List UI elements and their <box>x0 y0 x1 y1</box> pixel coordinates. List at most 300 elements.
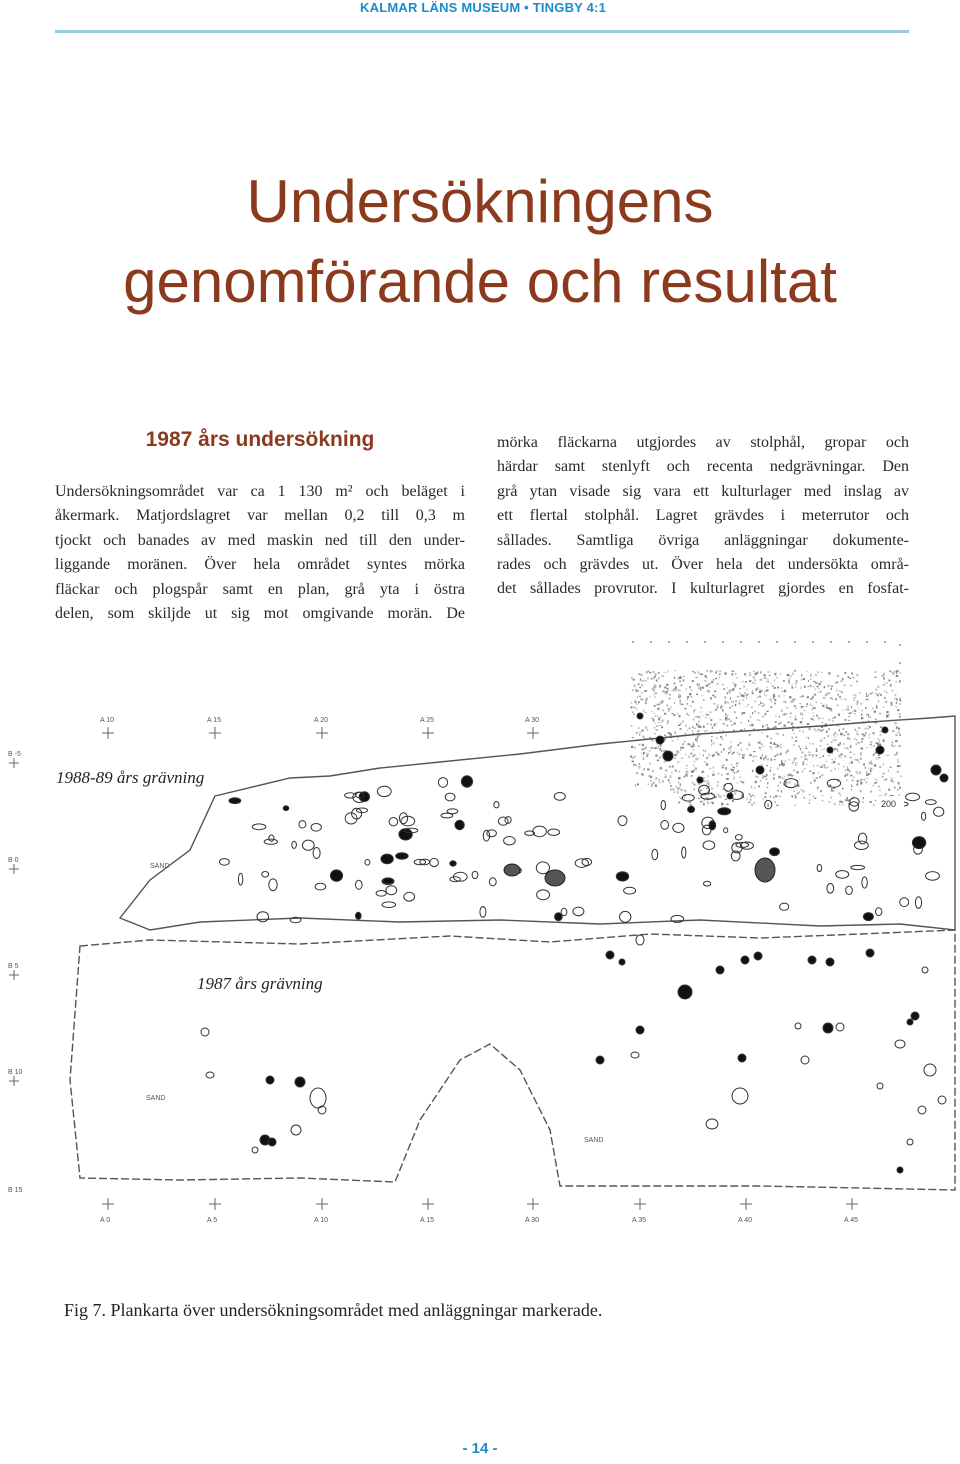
culture-layer-dot <box>875 689 877 691</box>
culture-layer-dot <box>826 704 828 706</box>
grid-cross <box>316 727 328 739</box>
culture-layer-dot <box>734 684 736 686</box>
outlined-feature <box>724 828 728 833</box>
culture-layer-dot <box>688 756 690 758</box>
culture-layer-dot <box>679 787 680 789</box>
culture-layer-dot <box>764 690 765 692</box>
culture-layer-dot <box>727 715 729 717</box>
outlined-feature <box>269 879 277 891</box>
culture-layer-dot <box>874 782 877 784</box>
culture-layer-dot <box>679 680 681 682</box>
culture-layer-dot <box>795 686 796 688</box>
culture-layer-dot <box>847 708 849 710</box>
culture-layer-dot <box>808 686 810 687</box>
culture-layer-dot <box>774 673 776 676</box>
culture-layer-dot <box>817 671 819 673</box>
culture-layer-dot <box>890 767 892 768</box>
culture-layer-dot <box>848 771 849 772</box>
culture-layer-dot <box>631 706 633 708</box>
culture-layer-dot <box>664 713 666 715</box>
culture-layer-dot <box>664 761 666 762</box>
outlined-feature <box>900 898 909 907</box>
culture-layer-dot <box>875 800 876 801</box>
culture-layer-dot <box>803 678 805 680</box>
culture-layer-dot <box>687 698 688 700</box>
culture-layer-dot <box>724 672 726 673</box>
hatched-feature <box>545 870 565 886</box>
culture-layer-dot <box>806 758 807 760</box>
outlined-feature <box>801 1056 809 1064</box>
culture-layer-dot <box>706 763 708 765</box>
outlined-feature <box>498 817 508 825</box>
culture-layer-dot <box>813 765 814 767</box>
culture-layer-dot <box>871 761 873 763</box>
culture-layer-dot <box>775 801 776 803</box>
culture-layer-dot <box>826 761 828 763</box>
culture-layer-dot <box>731 701 733 703</box>
culture-layer-dot <box>896 702 897 704</box>
culture-layer-dot <box>632 737 634 738</box>
culture-layer-dot <box>844 755 846 757</box>
filled-feature <box>555 913 563 921</box>
culture-layer-dot <box>750 725 751 726</box>
culture-layer-dot <box>674 677 675 679</box>
culture-layer-dot <box>770 767 772 768</box>
culture-layer-dot <box>686 689 687 691</box>
culture-layer-dot <box>700 801 703 803</box>
chapter-title-line-2: genomförande och resultat <box>123 248 837 315</box>
culture-layer-dot <box>874 711 876 713</box>
culture-layer-dot <box>706 788 708 789</box>
culture-layer-dot <box>717 706 718 708</box>
culture-layer-dot <box>654 684 656 685</box>
culture-layer-dot <box>730 750 731 752</box>
culture-layer-dot <box>869 726 871 728</box>
culture-layer-dot <box>739 692 741 693</box>
culture-layer-dot <box>812 705 814 706</box>
culture-layer-dot <box>793 790 795 792</box>
culture-layer-dot <box>741 722 742 723</box>
culture-layer-dot <box>734 792 736 794</box>
culture-layer-dot <box>780 747 781 749</box>
culture-layer-dot <box>840 757 842 758</box>
culture-layer-dot <box>746 748 748 749</box>
culture-layer-dot <box>701 707 702 709</box>
outlined-feature <box>827 779 840 787</box>
left-line: liggande moränen. Över hela området syntes mörka <box>55 556 465 574</box>
left-line: åkermark. Matjordslagret var mellan 0,2 till 0,3 m <box>55 507 465 525</box>
culture-layer-dot <box>800 721 803 723</box>
culture-layer-dot <box>829 692 831 694</box>
culture-layer-dot <box>685 725 687 727</box>
culture-layer-dot <box>785 781 787 783</box>
outlined-feature <box>386 886 397 895</box>
culture-layer-dot <box>873 785 875 786</box>
culture-layer-dot <box>669 694 671 695</box>
culture-layer-dot <box>654 727 656 729</box>
culture-layer-dot <box>818 772 820 773</box>
outlined-feature <box>472 871 478 878</box>
filled-feature <box>931 765 941 775</box>
culture-layer-dot <box>755 700 756 703</box>
culture-layer-dot <box>701 790 703 792</box>
culture-layer-dot <box>765 677 766 679</box>
culture-layer-dot <box>869 734 870 736</box>
culture-layer-dot <box>692 701 694 703</box>
culture-layer-dot <box>847 706 848 707</box>
culture-layer-dot <box>710 724 712 726</box>
culture-layer-dot <box>807 723 810 725</box>
culture-layer-dot <box>847 734 849 736</box>
culture-layer-dot <box>866 699 868 701</box>
culture-layer-dot <box>898 745 901 746</box>
culture-layer-dot <box>892 780 894 782</box>
culture-layer-dot <box>891 690 893 692</box>
culture-layer-dot <box>835 732 836 734</box>
culture-layer-dot <box>652 770 653 772</box>
culture-layer-dot <box>838 714 840 716</box>
culture-layer-dot <box>773 773 775 775</box>
culture-layer-dot <box>765 792 767 794</box>
culture-layer-dot <box>635 700 636 701</box>
culture-layer-dot <box>849 713 851 714</box>
culture-layer-dot <box>801 751 803 753</box>
culture-layer-dot <box>670 789 671 791</box>
culture-layer-dot <box>740 781 742 782</box>
culture-layer-dot <box>646 755 648 757</box>
culture-layer-dot <box>898 728 900 730</box>
culture-layer-dot <box>818 692 819 693</box>
culture-layer-dot <box>662 675 664 677</box>
culture-layer-dot <box>851 685 853 686</box>
culture-layer-dot <box>693 770 695 772</box>
culture-layer-dot <box>885 779 887 780</box>
outlined-feature <box>573 907 584 916</box>
culture-layer-dot <box>674 702 675 704</box>
culture-layer-dot <box>900 672 901 673</box>
culture-layer-dot <box>695 738 697 740</box>
culture-layer-dot <box>710 670 711 672</box>
culture-layer-dot <box>706 677 707 679</box>
outlined-feature <box>311 824 321 832</box>
outlined-feature <box>238 873 242 885</box>
sand-label: SAND <box>150 863 170 870</box>
culture-layer-dot <box>632 757 634 759</box>
culture-layer-dot <box>713 703 715 705</box>
culture-layer-dot <box>795 797 797 798</box>
culture-layer-dot <box>853 697 855 699</box>
culture-layer-dot <box>659 748 661 751</box>
grid-cross <box>422 1198 434 1210</box>
culture-layer-dot <box>760 780 761 781</box>
culture-layer-dot <box>848 676 850 678</box>
culture-layer-dot <box>895 745 896 746</box>
culture-layer-dot <box>875 671 877 673</box>
culture-layer-dot <box>694 761 695 763</box>
culture-layer-dot <box>739 688 741 689</box>
culture-layer-dot <box>758 712 760 714</box>
culture-layer-dot <box>653 671 655 672</box>
culture-layer-dot <box>863 797 864 799</box>
culture-layer-dot <box>693 749 695 751</box>
culture-layer-dot <box>820 691 822 693</box>
culture-layer-dot <box>784 776 786 777</box>
filled-feature <box>716 966 724 974</box>
culture-layer-dot <box>695 758 697 760</box>
culture-layer-dot <box>817 786 819 788</box>
culture-layer-dot <box>889 670 891 671</box>
culture-layer-dot <box>787 775 788 776</box>
culture-layer-dot <box>643 735 645 736</box>
outlined-feature <box>252 1147 258 1153</box>
culture-layer-dot <box>809 771 811 772</box>
culture-layer-dot <box>800 696 801 697</box>
culture-layer-dot <box>655 697 656 698</box>
culture-layer-dot <box>849 678 851 679</box>
culture-layer-dot <box>746 697 747 699</box>
culture-layer-dot <box>653 719 655 721</box>
culture-layer-dot <box>707 690 710 692</box>
culture-layer-dot <box>767 765 768 767</box>
culture-layer-dot <box>792 737 793 739</box>
culture-layer-dot <box>884 772 885 774</box>
culture-layer-dot <box>895 681 897 683</box>
culture-layer-dot <box>753 760 754 762</box>
culture-layer-dot <box>809 802 810 804</box>
culture-layer-dot <box>763 757 765 759</box>
culture-layer-dot <box>748 720 749 722</box>
filled-feature <box>619 959 625 965</box>
culture-layer-dot <box>766 687 768 688</box>
culture-layer-dot <box>678 802 680 804</box>
culture-layer-dot <box>851 712 853 713</box>
culture-layer-dot <box>815 689 817 690</box>
culture-layer-dot <box>884 697 886 699</box>
outlined-feature <box>404 892 415 901</box>
culture-layer-dot <box>677 791 678 793</box>
culture-layer-dot <box>800 687 801 689</box>
culture-layer-dot <box>821 722 823 723</box>
culture-layer-dot <box>764 694 765 696</box>
culture-layer-dot <box>742 782 744 784</box>
culture-layer-dot <box>649 696 650 698</box>
filled-feature <box>461 776 472 787</box>
culture-layer-dot <box>821 800 823 802</box>
culture-layer-dot <box>778 695 780 697</box>
culture-layer-dot <box>829 708 832 710</box>
culture-layer-dot <box>760 749 761 750</box>
right-line: härdar samt stenlyft och recenta nedgrävningar. Den <box>497 458 909 476</box>
culture-layer-dot <box>688 743 690 745</box>
culture-layer-dot <box>795 680 797 682</box>
culture-layer-dot <box>685 775 687 777</box>
culture-layer-dot <box>769 675 771 676</box>
culture-layer-dot <box>706 730 707 731</box>
culture-layer-dot <box>770 770 771 772</box>
culture-layer-dot <box>662 710 663 712</box>
filled-feature <box>656 736 664 744</box>
culture-layer-dot <box>739 754 741 755</box>
culture-layer-dot <box>737 782 738 784</box>
outlined-feature <box>846 886 853 894</box>
culture-layer-dot <box>875 778 876 780</box>
culture-layer-dot <box>804 797 805 799</box>
culture-layer-dot <box>717 785 718 787</box>
culture-layer-dot <box>788 759 790 760</box>
culture-layer-dot <box>884 690 885 691</box>
culture-layer-dot <box>805 755 807 757</box>
culture-layer-dot <box>878 757 881 758</box>
grid-cross <box>209 727 221 739</box>
culture-layer-dot <box>732 800 734 802</box>
culture-layer-dot <box>643 710 645 712</box>
grid-cross <box>740 1198 752 1210</box>
filled-feature <box>727 793 733 799</box>
culture-layer-dot <box>823 748 825 749</box>
culture-layer-dot <box>690 753 692 755</box>
culture-layer-dot <box>676 750 678 752</box>
culture-layer-dot <box>866 781 868 783</box>
culture-layer-dot <box>846 773 848 775</box>
culture-layer-dot <box>732 673 734 675</box>
culture-layer-dot <box>846 775 847 776</box>
culture-layer-dot <box>814 798 816 800</box>
filled-feature <box>637 713 643 719</box>
header-rule <box>55 30 909 33</box>
culture-layer-dot <box>657 760 659 762</box>
grid-cross <box>846 1198 858 1210</box>
culture-layer-dot <box>679 715 681 717</box>
culture-layer-dot <box>653 713 655 714</box>
culture-layer-dot <box>775 726 777 728</box>
filled-feature <box>863 913 873 921</box>
outlined-feature <box>620 911 631 922</box>
culture-layer-dot <box>748 742 749 744</box>
culture-layer-dot <box>637 690 639 691</box>
culture-layer-dot <box>856 771 858 773</box>
culture-layer-dot <box>767 782 768 784</box>
outlined-feature <box>445 793 455 801</box>
culture-layer-dot <box>714 755 716 756</box>
culture-layer-dot <box>712 755 714 757</box>
grid-label-left: B 0 <box>8 857 19 864</box>
culture-layer-dot <box>857 742 859 743</box>
culture-layer-dot <box>643 757 644 759</box>
culture-layer-dot <box>874 677 876 678</box>
culture-layer-dot <box>669 698 671 699</box>
culture-layer-dot <box>761 764 763 766</box>
culture-layer-dot <box>749 680 752 682</box>
outlined-feature <box>851 865 865 869</box>
culture-layer-dot <box>767 671 769 672</box>
culture-layer-dot <box>835 682 837 684</box>
culture-layer-dot <box>713 771 714 772</box>
culture-layer-dot <box>647 729 649 731</box>
culture-layer-dot <box>897 789 898 791</box>
culture-layer-dot <box>746 694 748 697</box>
culture-layer-dot <box>884 793 886 795</box>
culture-layer-dot <box>785 701 787 703</box>
culture-layer-dot <box>824 738 825 740</box>
culture-layer-dot <box>739 703 741 705</box>
filled-feature <box>229 798 241 804</box>
culture-layer-dot <box>710 802 712 803</box>
culture-layer-dot <box>691 775 693 776</box>
outlined-feature <box>938 1096 946 1104</box>
culture-layer-dot <box>662 692 664 693</box>
culture-layer-dot <box>715 709 717 710</box>
culture-layer-dot <box>638 727 640 729</box>
culture-layer-dot <box>813 707 815 709</box>
culture-layer-dot <box>857 702 859 704</box>
culture-layer-dot <box>777 747 779 748</box>
culture-layer-dot <box>745 692 746 694</box>
culture-layer-dot <box>896 706 897 708</box>
culture-layer-dot <box>866 693 867 695</box>
culture-layer-dot <box>659 779 660 781</box>
culture-layer-dot <box>681 758 682 759</box>
culture-layer-dot <box>899 703 900 705</box>
culture-layer-dot <box>810 698 813 700</box>
culture-layer-dot <box>823 729 824 730</box>
grid-cross <box>634 1198 646 1210</box>
culture-layer-dot <box>851 761 853 763</box>
culture-layer-dot <box>793 769 795 771</box>
outlined-feature <box>252 824 266 830</box>
culture-layer-dot <box>795 740 797 742</box>
culture-layer-dot <box>704 680 706 681</box>
culture-layer-dot <box>828 728 830 729</box>
culture-layer-dot <box>859 771 861 773</box>
culture-layer-dot <box>718 773 720 774</box>
culture-layer-dot <box>648 670 650 672</box>
culture-layer-dot <box>679 785 681 786</box>
outlined-feature <box>292 841 297 848</box>
outlined-feature <box>430 858 439 866</box>
culture-layer-dot <box>763 677 764 679</box>
filled-feature <box>450 861 456 866</box>
culture-layer-dot <box>711 788 712 790</box>
outlined-feature <box>487 830 497 837</box>
culture-layer-dot <box>755 781 757 783</box>
culture-layer-dot <box>731 769 733 771</box>
filled-feature <box>718 808 731 815</box>
culture-layer-area <box>630 670 902 807</box>
culture-layer-dot <box>794 698 795 700</box>
culture-layer-dot <box>853 694 854 696</box>
culture-layer-dot <box>759 747 761 749</box>
culture-layer-dot <box>736 765 737 767</box>
culture-layer-dot <box>818 688 819 689</box>
outlined-feature <box>299 821 306 828</box>
culture-layer-dot <box>697 684 698 686</box>
culture-layer-dot <box>866 772 867 774</box>
culture-layer-dot <box>890 684 892 686</box>
culture-layer-dot <box>638 684 640 685</box>
culture-layer-dot <box>732 767 735 768</box>
culture-layer-dot <box>856 704 857 705</box>
culture-layer-dot <box>822 705 824 707</box>
culture-layer-dot <box>839 729 840 731</box>
culture-layer-dot <box>861 717 863 719</box>
culture-layer-dot <box>860 758 862 760</box>
culture-layer-dot <box>865 767 866 769</box>
outlined-feature <box>661 821 669 830</box>
culture-layer-dot <box>699 683 700 685</box>
culture-layer-dot <box>880 731 882 733</box>
culture-layer-dot <box>731 742 732 744</box>
outlined-feature <box>704 881 711 886</box>
